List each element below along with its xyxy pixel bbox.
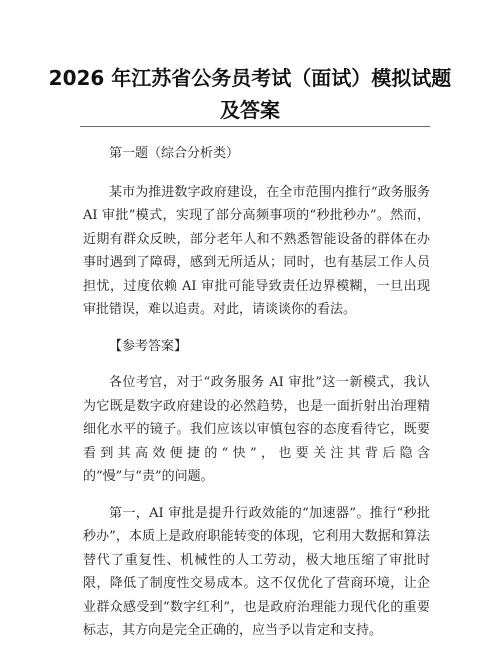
answer-point-1: 第一，AI 审批是提升行政效能的“加速器”。推行“秒批秒办”，本质上是政府职能转变的体现，它利用大数据和算法替代了重复性、机械性的人工劳动，极大地压缩了审批时限，降低了制度性交易成本。这不仅优化了营商环境，让企业群众感受到“数字红利”，也是政府治理能力现代化的重要标志，其方向是完全正确的，应当予以肯定和支持。 xyxy=(83,505,430,638)
question-heading: 第一题（综合分析类） xyxy=(109,146,240,161)
question-text: 某市为推进数字政府建设，在全市范围内推行“政务服务 AI 审批”模式，实现了部分高频事项的“秒批秒办”。然而，近期有群众反映，部分老年人和不熟悉智能设备的群体在办事时遇到了障碍，感到无所适从；同时，也有基层工作人员担忧，过度依赖 AI 审批可能导致责任边界模糊，一旦出现审批错误，难以追责。对此，请谈谈你的看法。 xyxy=(83,184,430,317)
title-divider xyxy=(80,126,430,127)
answer-heading: 【参考答案】 xyxy=(109,338,188,354)
document-title: 2026 年江苏省公务员考试（面试）模拟试题及答案 xyxy=(48,66,452,122)
answer-intro: 各位考官，对于“政务服务 AI 审批”这一新模式，我认为它既是数字政府建设的必然趋势，也是一面折射出治理精细化水平的镜子。我们应该以审慎包容的态度看待它，既要看到其高效便捷的“快”，也要关注其背后隐含的“慢”与“责”的问题。 xyxy=(83,375,430,484)
document-body xyxy=(83,128,430,643)
